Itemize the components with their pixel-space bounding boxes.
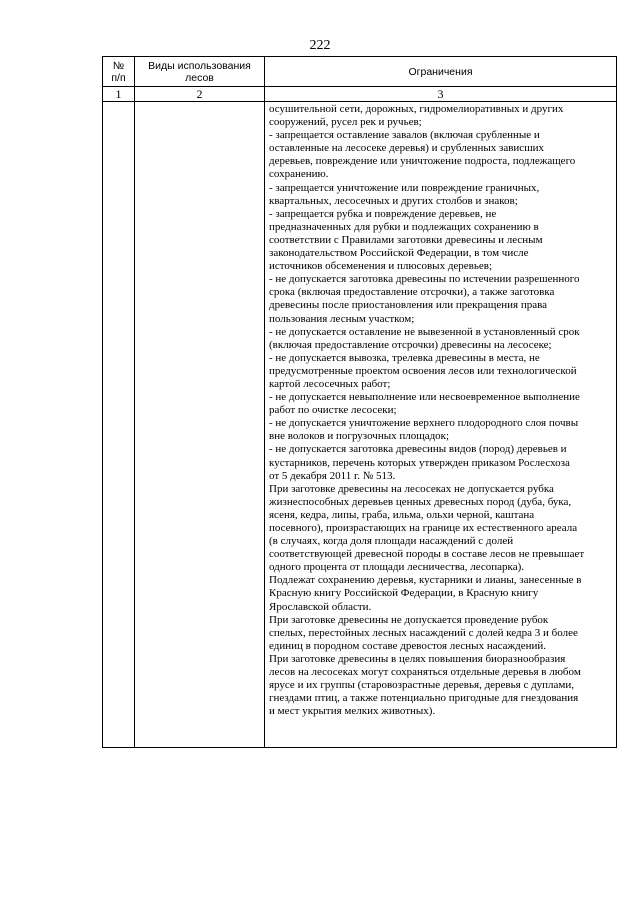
restriction-line: осушительной сети, дорожных, гидромелиоративных и других <box>269 103 564 115</box>
restriction-line: Ярославской области. <box>269 600 372 613</box>
restriction-line: жизнеспособных деревьев ценных древесных пород (дуба, бука, <box>269 495 572 508</box>
table-header-row <box>103 57 617 87</box>
restriction-line: пользования лесным участком; <box>269 312 415 325</box>
restriction-line: от 5 декабря 2011 г. № 513. <box>269 469 396 482</box>
restriction-line: и мест укрытия мелких животных). <box>269 705 436 718</box>
header-restrictions <box>265 57 617 87</box>
restriction-line: работ по очистке лесосеки; <box>269 404 397 417</box>
restriction-line: законодательством Российской Федерации, в том числе <box>269 247 529 260</box>
cell-number <box>103 102 135 748</box>
restriction-line: источников обсеменения и плюсовых деревьев; <box>269 260 493 273</box>
restriction-line: Красную книгу Российской Федерации, в Красную книгу <box>269 587 539 600</box>
column-numbers-row <box>103 87 617 102</box>
header-number <box>103 57 135 87</box>
restriction-line: предназначенных для рубки и подлежащих сохранению в <box>269 220 539 233</box>
cell-usage-type <box>135 102 265 748</box>
restriction-line: - не допускается невыполнение или несвоевременное выполнение <box>269 391 580 404</box>
restriction-line: кустарников, перечень которых утвержден приказом Рослесхоза <box>269 456 570 469</box>
restriction-line: одного процента от площади лесничества, лесопарка). <box>269 561 525 574</box>
header-usage-types-label: Виды использования лесов <box>148 59 251 84</box>
header-number-label: № п/п <box>111 59 126 84</box>
restriction-line: соответствующей древесной породы в составе лесов не превышает <box>269 548 585 561</box>
restriction-line: - запрещается оставление завалов (включая срубленные и <box>269 129 540 142</box>
page-number: 222 <box>309 38 331 53</box>
restriction-line: оставленные на лесосеке деревья) и срубленных зависших <box>269 142 545 155</box>
restriction-line: Подлежат сохранению деревья, кустарники и лианы, занесенные в <box>269 574 582 587</box>
restriction-line: - запрещается рубка и повреждение деревьев, не <box>269 207 497 220</box>
table-row <box>103 102 617 748</box>
restriction-line: сохранению. <box>269 168 329 181</box>
restriction-line: лесов на лесосеках могут сохраняться отдельные деревья в любом <box>269 666 581 679</box>
restriction-line: гнездами птиц, а также потенциально пригодные для гнездования <box>269 692 579 705</box>
restriction-line: квартальных, лесосечных и других столбов и знаков; <box>269 194 518 207</box>
restriction-line: - не допускается вывозка, трелевка древесины в места, не <box>269 351 540 364</box>
cell-restrictions <box>265 102 617 748</box>
restriction-line: деревьев, повреждение или уничтожение подроста, подлежащего <box>269 155 576 168</box>
restriction-line: ярусе и их группы (старовозрастные деревья, деревья с дуплами, <box>269 679 575 692</box>
restriction-line: срока (включая предоставление отсрочки), а также заготовка <box>269 286 555 299</box>
restriction-line: посевного), произрастающих на границе их естественного ареала <box>269 522 578 534</box>
restriction-line: - не допускается заготовка древесины по истечении разрешенного <box>269 273 580 286</box>
column-number-3: 3 <box>265 87 617 102</box>
restriction-line: (включая предоставление отсрочки) древесины на лесосеке; <box>269 338 552 351</box>
restriction-line: вне волоков и погрузочных площадок; <box>269 430 450 443</box>
restriction-line: картой лесосечных работ; <box>269 377 391 390</box>
restriction-line: предусмотренные проектом освоения лесов или технологической <box>269 364 577 377</box>
restriction-line: соответствии с Правилами заготовки древесины и лесным <box>269 233 543 246</box>
restriction-line: (в случаях, когда доля площади насаждений с долей <box>269 535 514 548</box>
restriction-line: сооружений, русел рек и ручьев; <box>269 116 422 129</box>
header-usage-types <box>135 57 265 87</box>
column-number-1: 1 <box>103 87 135 102</box>
restriction-line: При заготовке древесины в целях повышения биоразнообразия <box>269 652 566 665</box>
restriction-line: - не допускается оставление не вывезенной в установленный срок <box>269 325 580 338</box>
column-number-2: 2 <box>135 87 265 102</box>
restriction-line: спелых, перестойных лесных насаждений с долей кедра 3 и более <box>269 626 578 639</box>
restriction-line: - не допускается уничтожение верхнего плодородного слоя почвы <box>269 417 579 430</box>
restriction-line: ясеня, кедра, липы, граба, ильма, ольхи черной, каштана <box>269 508 535 521</box>
restriction-line: При заготовке древесины не допускается проведение рубок <box>269 613 549 626</box>
restriction-line: При заготовке древесины на лесосеках не допускается рубка <box>269 482 554 495</box>
restrictions-text <box>265 102 616 718</box>
restriction-line: - запрещается уничтожение или повреждение граничных, <box>269 181 540 194</box>
restriction-line: единиц в породном составе древостоя лесных насаждений. <box>269 639 546 652</box>
restrictions-table <box>102 56 617 748</box>
restriction-line: - не допускается заготовка древесины видов (пород) деревьев и <box>269 443 567 456</box>
restriction-line: древесины после приостановления или прекращения права <box>269 299 548 312</box>
header-restrictions-label: Ограничения <box>408 65 473 78</box>
